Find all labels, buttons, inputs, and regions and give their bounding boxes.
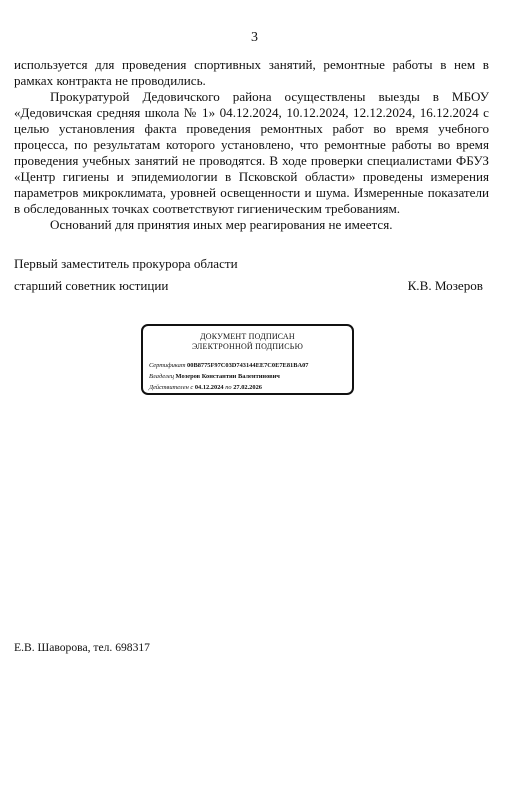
stamp-owner-value: Мозеров Константин Валентинович: [175, 373, 280, 380]
executor-contact: Е.В. Шаворова, тел. 698317: [14, 641, 150, 654]
stamp-valid-to: 27.02.2026: [233, 384, 262, 391]
paragraph-inspection: Прокуратурой Дедовичского района осуществлены выезды в МБОУ «Дедовичская средняя школа № 1» 04.12.2024, 10.12.2024, 12.12.2024, 16.12.2024 с целью установления факта проведения ремонтных работ во время учебного процесса, по результатам которого установлено, что ремонтные работы во время проведения учебных занятий не проводятся. В ходе проверки специалистами ФБУЗ «Центр гигиены и эпидемиологии в Псковской области» проведены измерения параметров микроклимата, уровней освещенности и шума. Измеренные показатели в обследованных точках соответствуют гигиеническим требованиям.: [14, 89, 489, 216]
signatory-position-line2: старший советник юстиции: [14, 278, 169, 293]
stamp-certificate-value: 00B8775F97C03D743144EE7C0E7E81BA07: [187, 362, 309, 369]
signatory-position-line1: Первый заместитель прокурора области: [14, 256, 238, 271]
stamp-validity-row: [149, 384, 262, 392]
signatory-name: К.В. Мозеров: [407, 278, 483, 293]
page-number: 3: [251, 30, 258, 45]
stamp-certificate-row: [149, 362, 308, 370]
stamp-heading: [143, 332, 352, 352]
stamp-valid-from-label: с: [190, 384, 194, 391]
stamp-heading-line2: ЭЛЕКТРОННОЙ ПОДПИСЬЮ: [191, 342, 304, 351]
stamp-certificate-label: Сертификат: [149, 362, 186, 369]
stamp-heading-line1: ДОКУМЕНТ ПОДПИСАН: [200, 332, 295, 341]
stamp-valid-to-label: по: [225, 384, 232, 391]
paragraph-conclusion: Оснований для принятия иных мер реагирования не имеется.: [50, 217, 393, 232]
document-body: [14, 57, 489, 233]
stamp-valid-from: 04.12.2024: [194, 384, 224, 391]
stamp-owner-row: [149, 373, 280, 381]
stamp-valid-label: Действителен: [149, 384, 189, 391]
stamp-owner-label: Владелец: [149, 373, 174, 380]
electronic-signature-stamp: [141, 324, 354, 395]
paragraph-continuation: используется для проведения спортивных занятий, ремонтные работы в нем в рамках контракта не проводились.: [14, 57, 489, 88]
